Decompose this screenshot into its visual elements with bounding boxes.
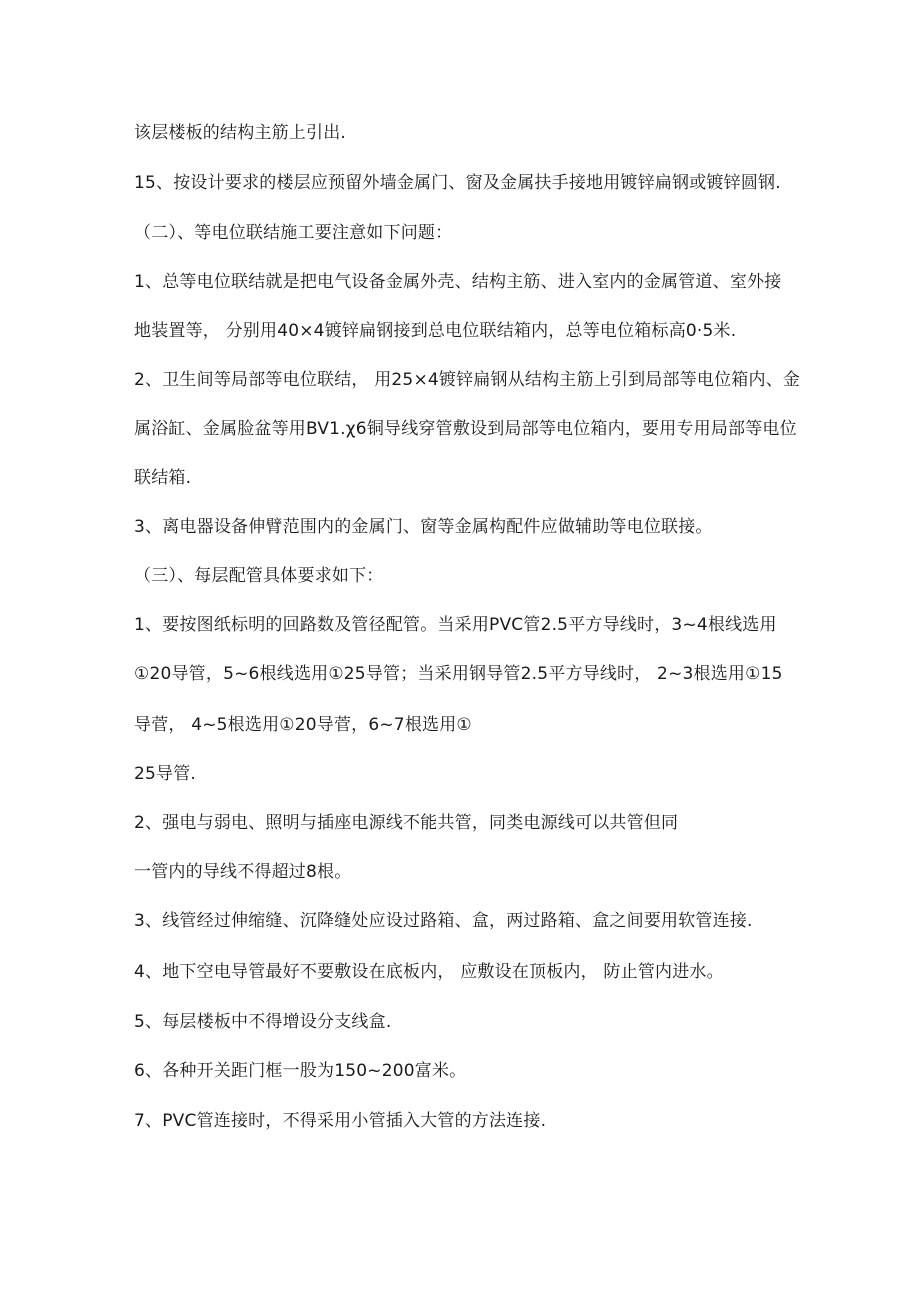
text-line: 15、按设计要求的楼层应预留外墙金属门、窗及金属扶手接地用镀锌扁钢或镀锌圆钢.: [134, 173, 781, 193]
text-line: 2、强电与弱电、照明与插座电源线不能共管，同类电源线可以共管但同: [134, 813, 679, 833]
text-line: 6、各种开关距门框一股为150~200富米。: [134, 1061, 467, 1081]
text-line: 属浴缸、金属脸盆等用BV1.χ6铜导线穿管敷设到局部等电位箱内，要用专用局部等电位: [134, 419, 797, 439]
text-line: 一管内的导线不得超过8根。: [134, 862, 352, 882]
text-line: 4、地下空电导管最好不要敷设在底板内， 应敷设在顶板内， 防止管内进水。: [134, 962, 724, 982]
text-line: 该层楼板的结构主筋上引出.: [134, 123, 347, 143]
text-line: 联结箱.: [134, 468, 192, 488]
text-line: 地装置等， 分别用40×4镀锌扁钢接到总电位联结箱内，总等电位箱标高0·5米.: [134, 321, 737, 341]
text-line: （三）、每层配管具体要求如下：: [134, 566, 384, 586]
text-line: 25导管.: [134, 764, 197, 784]
text-line: （二）、等电位联结施工要注意如下问题：: [134, 223, 453, 243]
text-line: 7、PVC管连接时，不得采用小管插入大管的方法连接.: [134, 1111, 547, 1131]
text-line: 3、离电器设备伸臂范围内的金属门、窗等金属构配件应做辅助等电位联接。: [134, 517, 713, 537]
text-line: ①20导管，5~6根线选用①25导管；当采用钢导管2.5平方导线时， 2~3根选用①15: [134, 664, 783, 684]
text-line: 1、要按图纸标明的回路数及管径配管。当采用PVC管2.5平方导线时，3~4根线选用: [134, 615, 777, 635]
text-line: 1、总等电位联结就是把电气设备金属外壳、结构主筋、进入室内的金属管道、室外接: [134, 272, 782, 292]
text-line: 5、每层楼板中不得增设分支线盒.: [134, 1012, 392, 1032]
text-line: 3、线管经过伸缩缝、沉降缝处应设过路箱、盒，两过路箱、盒之间要用软管连接.: [134, 911, 753, 931]
text-line: 2、卫生间等局部等电位联结， 用25×4镀锌扁钢从结构主筋上引到局部等电位箱内、金: [134, 370, 801, 390]
text-line: 导菅， 4~5根选用①20导菅，6~7根选用①: [134, 715, 472, 735]
